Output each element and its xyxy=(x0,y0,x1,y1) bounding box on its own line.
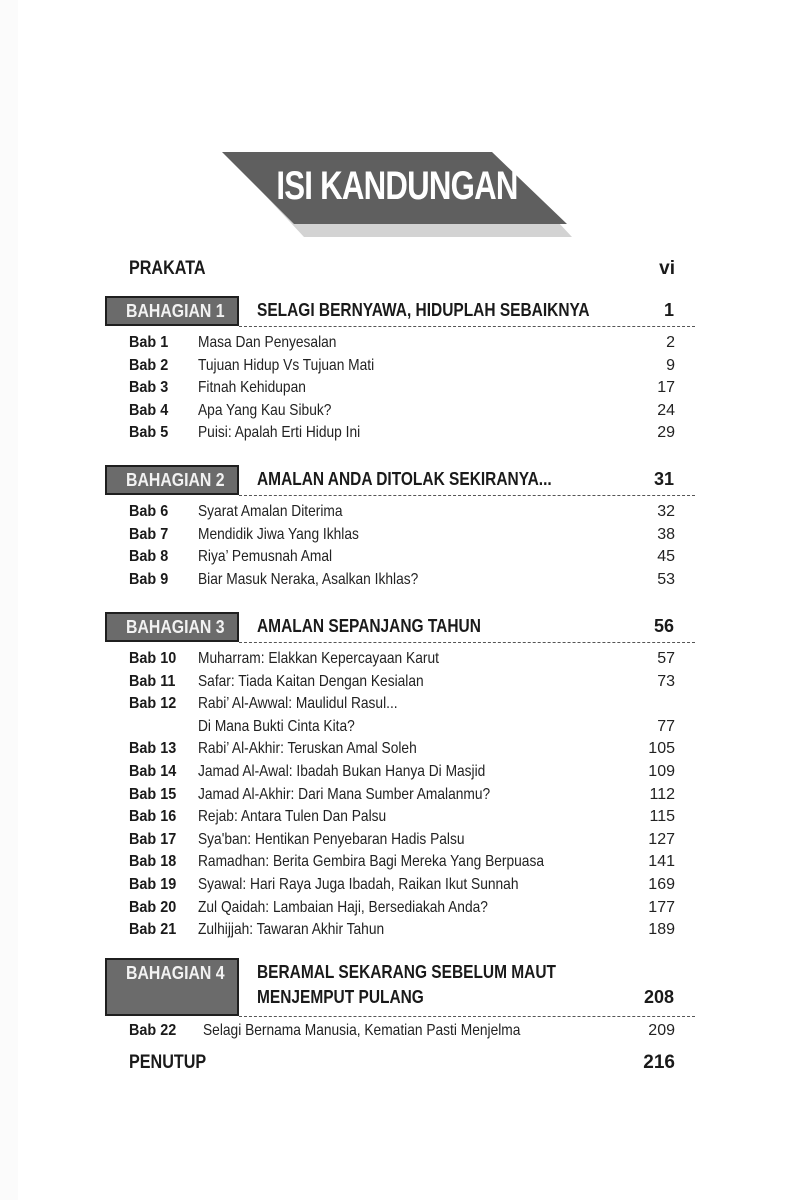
chapter-number: Bab 20 xyxy=(129,898,177,916)
toc-entry-penutup[interactable] xyxy=(129,1052,675,1076)
chapter-page: 9 xyxy=(666,356,675,374)
chapter-number: Bab 10 xyxy=(129,650,177,667)
chapter-title: Rabi’ Al-Awwal: Maulidul Rasul... xyxy=(198,695,398,713)
chapter-number: Bab 12 xyxy=(129,695,177,713)
section-page: 1 xyxy=(663,300,674,320)
chapter-page: 73 xyxy=(657,672,675,690)
chapter-row[interactable] xyxy=(129,831,675,853)
chapter-number: Bab 22 xyxy=(129,1022,177,1039)
chapter-title: Jamad Al-Awal: Ibadah Bukan Hanya Di Masjid xyxy=(198,763,486,780)
chapter-number: Bab 17 xyxy=(129,830,177,848)
chapter-title: Masa Dan Penyesalan xyxy=(198,334,337,351)
chapter-number: Bab 14 xyxy=(129,763,177,780)
chapter-title: Safar: Tiada Kaitan Dengan Kesialan xyxy=(198,672,424,690)
chapter-row[interactable] xyxy=(129,899,675,921)
chapter-title: Tujuan Hidup Vs Tujuan Mati xyxy=(198,356,375,374)
chapter-title: Selagi Bernama Manusia, Kematian Pasti Menjelma xyxy=(203,1022,521,1039)
chapter-title: Ramadhan: Berita Gembira Bagi Mereka Yang Berpuasa xyxy=(198,853,544,871)
toc-entry-prakata[interactable] xyxy=(129,258,675,282)
penutup-label: PENUTUP xyxy=(129,1052,207,1073)
chapter-row[interactable] xyxy=(129,921,675,943)
chapter-title: Biar Masuk Neraka, Asalkan Ikhlas? xyxy=(198,570,419,588)
title-banner xyxy=(222,152,572,237)
section-title-line2: MENJEMPUT PULANG xyxy=(257,987,424,1007)
chapter-page: 177 xyxy=(648,898,675,916)
chapter-title: Apa Yang Kau Sibuk? xyxy=(198,401,332,419)
chapter-row[interactable] xyxy=(129,526,675,548)
chapter-page: 77 xyxy=(657,717,675,735)
section-tag-box xyxy=(105,296,239,326)
chapter-number: Bab 21 xyxy=(129,921,177,939)
prakata-label: PRAKATA xyxy=(129,258,206,279)
chapter-page: 2 xyxy=(666,334,675,351)
dashed-rule xyxy=(239,495,695,496)
chapter-number: Bab 16 xyxy=(129,808,177,826)
chapter-row[interactable] xyxy=(129,876,675,898)
chapter-row[interactable] xyxy=(129,650,675,672)
chapter-page: 115 xyxy=(649,808,675,826)
chapter-title: Zul Qaidah: Lambaian Haji, Bersediakah Anda? xyxy=(198,898,488,916)
section-tag-box xyxy=(105,465,239,495)
chapter-title: Rabi’ Al-Akhir: Teruskan Amal Soleh xyxy=(198,740,417,758)
dashed-rule xyxy=(239,642,695,643)
chapter-row[interactable] xyxy=(129,424,675,446)
chapter-row[interactable] xyxy=(129,379,675,401)
chapter-row[interactable] xyxy=(129,571,675,593)
chapter-number: Bab 11 xyxy=(129,672,176,690)
chapter-title: Rejab: Antara Tulen Dan Palsu xyxy=(198,808,387,826)
chapter-number: Bab 7 xyxy=(129,525,169,543)
chapter-page: 32 xyxy=(657,503,675,520)
chapter-page: 169 xyxy=(648,876,675,893)
section-tag: BAHAGIAN 3 xyxy=(126,617,225,637)
chapter-page: 29 xyxy=(657,424,675,442)
chapter-number: Bab 19 xyxy=(129,876,177,893)
section-title: BERAMAL SEKARANG SEBELUM MAUT xyxy=(257,962,556,982)
section-tag: BAHAGIAN 2 xyxy=(126,470,225,490)
chapter-page: 24 xyxy=(657,401,675,419)
chapter-title: Muharram: Elakkan Kepercayaan Karut xyxy=(198,650,439,667)
chapter-title-line2: Di Mana Bukti Cinta Kita? xyxy=(198,717,355,735)
dashed-rule xyxy=(239,1016,695,1017)
chapter-page: 209 xyxy=(648,1022,675,1039)
chapter-page: 127 xyxy=(648,830,675,848)
chapter-page: 38 xyxy=(657,525,675,543)
chapter-page: 17 xyxy=(657,379,675,397)
chapter-row[interactable] xyxy=(129,740,675,762)
chapter-page: 53 xyxy=(657,570,675,588)
chapter-number: Bab 1 xyxy=(129,334,169,351)
chapter-title: Sya'ban: Hentikan Penyebaran Hadis Palsu xyxy=(198,830,465,848)
chapter-row[interactable] xyxy=(129,357,675,379)
chapter-title: Jamad Al-Akhir: Dari Mana Sumber Amalanmu? xyxy=(198,785,491,803)
chapter-page: 112 xyxy=(649,785,675,803)
penutup-page: 216 xyxy=(643,1052,675,1073)
chapter-title: Mendidik Jiwa Yang Ikhlas xyxy=(198,525,359,543)
chapter-number: Bab 13 xyxy=(129,740,177,758)
chapter-title: Syawal: Hari Raya Juga Ibadah, Raikan Ikut Sunnah xyxy=(198,876,519,893)
chapter-number: Bab 9 xyxy=(129,570,169,588)
chapter-row[interactable] xyxy=(129,548,675,570)
section-title: AMALAN ANDA DITOLAK SEKIRANYA... xyxy=(257,469,552,489)
section-tag-box xyxy=(105,958,239,1016)
chapter-title: Syarat Amalan Diterima xyxy=(198,503,343,520)
section-tag: BAHAGIAN 1 xyxy=(126,301,225,321)
section-page: 208 xyxy=(643,987,674,1007)
chapter-row[interactable] xyxy=(129,673,675,695)
chapter-row[interactable] xyxy=(129,808,675,830)
chapter-row[interactable] xyxy=(129,1022,675,1044)
page-edge xyxy=(0,0,18,1200)
chapter-title: Zulhijjah: Tawaran Akhir Tahun xyxy=(198,921,385,939)
dashed-rule xyxy=(239,326,695,327)
section-page: 56 xyxy=(653,616,674,636)
page-title: ISI KANDUNGAN xyxy=(276,164,518,208)
chapter-row[interactable] xyxy=(129,402,675,424)
section-tag-box xyxy=(105,612,239,642)
chapter-row[interactable] xyxy=(129,334,675,356)
section-title: AMALAN SEPANJANG TAHUN xyxy=(257,616,481,636)
chapter-row[interactable] xyxy=(129,786,675,808)
chapter-row[interactable] xyxy=(129,853,675,875)
chapter-page: 109 xyxy=(648,763,675,780)
chapter-number: Bab 6 xyxy=(129,503,169,520)
chapter-row[interactable] xyxy=(129,503,675,525)
chapter-title: Puisi: Apalah Erti Hidup Ini xyxy=(198,424,361,442)
prakata-page: vi xyxy=(659,258,675,279)
chapter-row[interactable] xyxy=(129,763,675,785)
chapter-number: Bab 5 xyxy=(129,424,169,442)
chapter-page: 105 xyxy=(648,740,675,758)
chapter-number: Bab 2 xyxy=(129,356,169,374)
chapter-page: 57 xyxy=(657,650,675,667)
chapter-number: Bab 4 xyxy=(129,401,169,419)
section-title: SELAGI BERNYAWA, HIDUPLAH SEBAIKNYA xyxy=(257,300,590,320)
chapter-page: 141 xyxy=(648,853,675,871)
section-tag: BAHAGIAN 4 xyxy=(126,963,225,983)
chapter-page: 45 xyxy=(657,548,675,566)
chapter-page: 189 xyxy=(648,921,675,939)
chapter-number: Bab 8 xyxy=(129,548,169,566)
chapter-row[interactable] xyxy=(129,695,675,735)
chapter-number: Bab 15 xyxy=(129,785,177,803)
chapter-number: Bab 3 xyxy=(129,379,169,397)
chapter-title: Fitnah Kehidupan xyxy=(198,379,306,397)
chapter-title: Riya’ Pemusnah Amal xyxy=(198,548,333,566)
chapter-number: Bab 18 xyxy=(129,853,177,871)
section-page: 31 xyxy=(653,469,674,489)
